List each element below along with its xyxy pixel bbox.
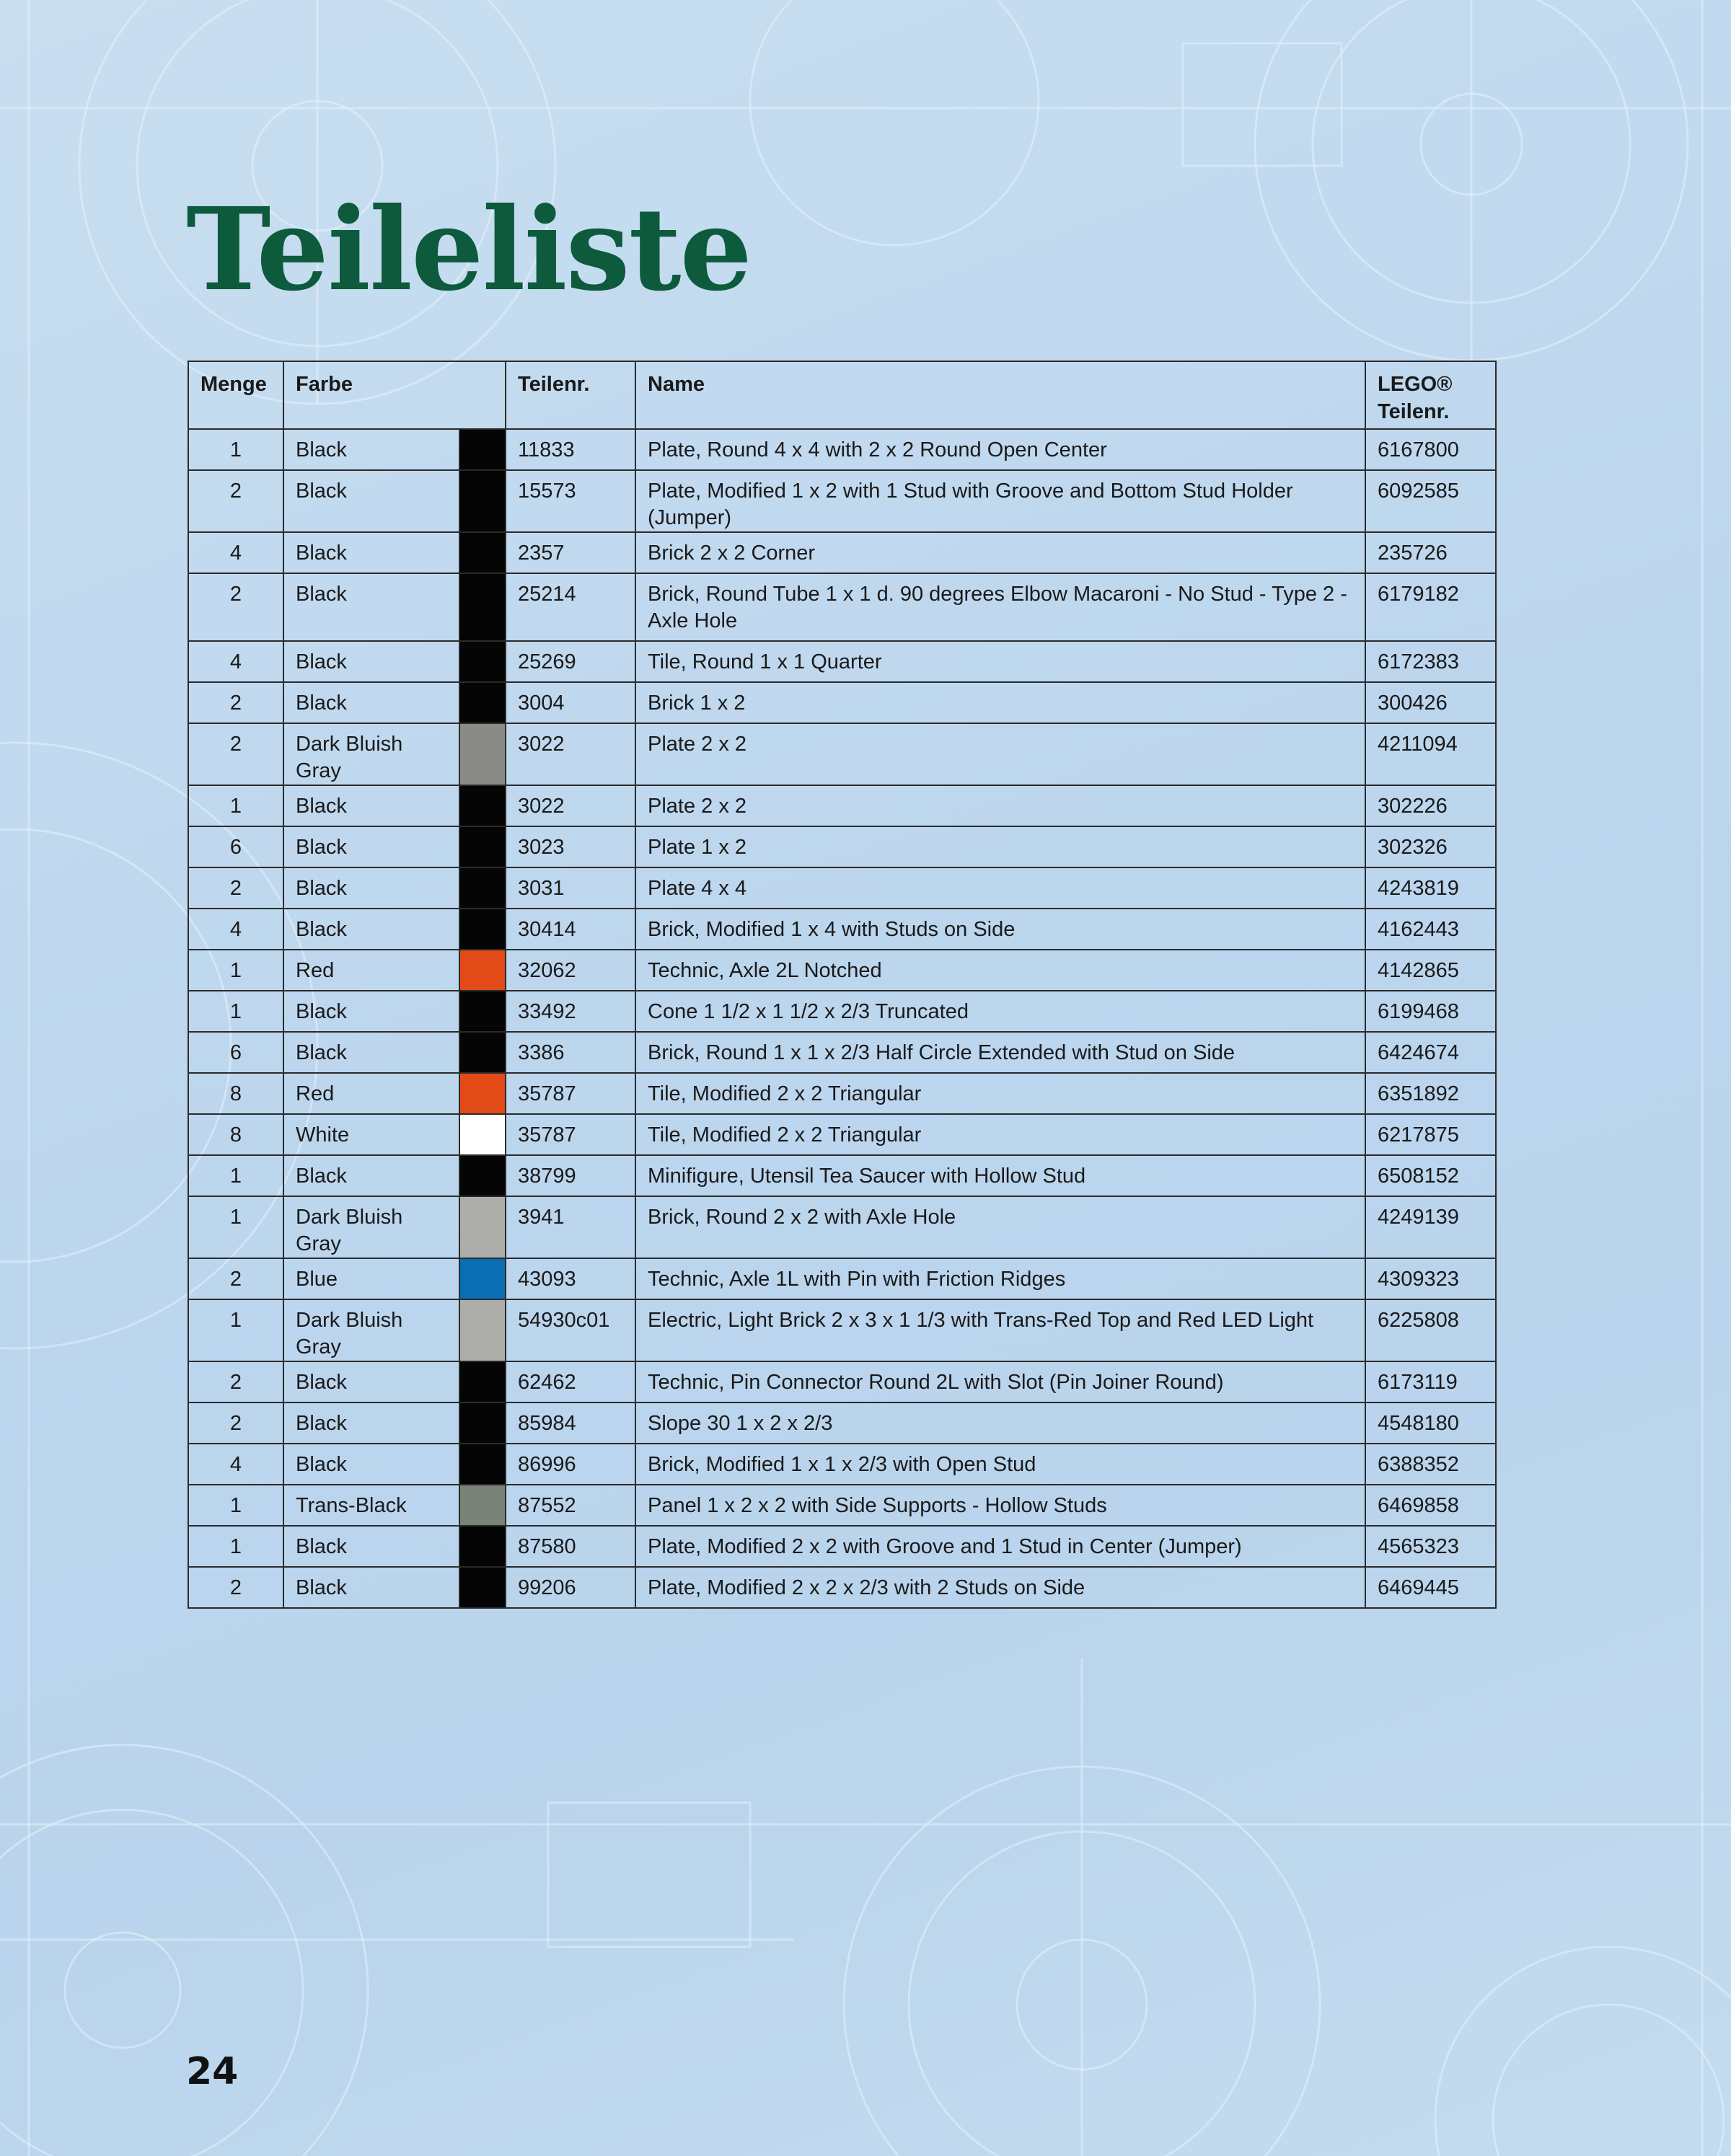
color-swatch xyxy=(459,1032,506,1073)
part-color: Black xyxy=(283,429,459,470)
table-row xyxy=(188,1444,1496,1485)
part-name: Plate, Modified 2 x 2 with Groove and 1 Stud in Center (Jumper) xyxy=(635,1526,1365,1567)
part-qty: 4 xyxy=(188,532,283,573)
color-swatch xyxy=(459,1361,506,1402)
part-qty: 2 xyxy=(188,1258,283,1299)
color-swatch xyxy=(459,1444,506,1485)
color-swatch xyxy=(459,867,506,909)
part-qty: 1 xyxy=(188,991,283,1032)
part-color: Black xyxy=(283,470,459,532)
part-qty: 4 xyxy=(188,641,283,682)
table-row xyxy=(188,573,1496,641)
part-name: Tile, Modified 2 x 2 Triangular xyxy=(635,1114,1365,1155)
part-name: Technic, Axle 2L Notched xyxy=(635,950,1365,991)
page-title: Teileliste xyxy=(186,183,752,317)
color-swatch xyxy=(459,723,506,785)
part-name: Brick, Round Tube 1 x 1 d. 90 degrees Elbow Macaroni - No Stud - Type 2 - Axle Hole xyxy=(635,573,1365,641)
lego-part-number: 6173119 xyxy=(1365,1361,1496,1402)
part-qty: 1 xyxy=(188,1299,283,1361)
part-color: Trans-Black xyxy=(283,1485,459,1526)
lego-part-number: 6469858 xyxy=(1365,1485,1496,1526)
part-number: 87580 xyxy=(506,1526,635,1567)
color-swatch xyxy=(459,429,506,470)
part-name: Plate, Modified 2 x 2 x 2/3 with 2 Studs on Side xyxy=(635,1567,1365,1608)
lego-part-number: 302226 xyxy=(1365,785,1496,826)
color-swatch xyxy=(459,1526,506,1567)
page-number: 24 xyxy=(186,2050,239,2093)
part-number: 35787 xyxy=(506,1114,635,1155)
part-name: Plate, Modified 1 x 2 with 1 Stud with Groove and Bottom Stud Holder (Jumper) xyxy=(635,470,1365,532)
color-swatch xyxy=(459,532,506,573)
lego-part-number: 4249139 xyxy=(1365,1196,1496,1258)
part-number: 35787 xyxy=(506,1073,635,1114)
lego-part-number: 4548180 xyxy=(1365,1402,1496,1444)
part-qty: 2 xyxy=(188,1402,283,1444)
color-swatch xyxy=(459,1196,506,1258)
part-qty: 6 xyxy=(188,1032,283,1073)
part-number: 3386 xyxy=(506,1032,635,1073)
part-number: 85984 xyxy=(506,1402,635,1444)
color-swatch xyxy=(459,991,506,1032)
part-name: Plate 2 x 2 xyxy=(635,723,1365,785)
color-swatch xyxy=(459,1258,506,1299)
part-qty: 2 xyxy=(188,682,283,723)
color-swatch xyxy=(459,1402,506,1444)
part-number: 3023 xyxy=(506,826,635,867)
part-number: 99206 xyxy=(506,1567,635,1608)
table-row xyxy=(188,682,1496,723)
color-swatch xyxy=(459,470,506,532)
part-qty: 2 xyxy=(188,1361,283,1402)
part-color: Black xyxy=(283,826,459,867)
part-name: Brick, Modified 1 x 1 x 2/3 with Open Stud xyxy=(635,1444,1365,1485)
part-number: 43093 xyxy=(506,1258,635,1299)
part-number: 33492 xyxy=(506,991,635,1032)
color-swatch xyxy=(459,1155,506,1196)
part-number: 3022 xyxy=(506,785,635,826)
part-number: 30414 xyxy=(506,909,635,950)
part-color: Black xyxy=(283,909,459,950)
parts-list-table xyxy=(188,361,1497,1609)
lego-part-number: 6217875 xyxy=(1365,1114,1496,1155)
part-name: Plate, Round 4 x 4 with 2 x 2 Round Open Center xyxy=(635,429,1365,470)
part-number: 87552 xyxy=(506,1485,635,1526)
color-swatch xyxy=(459,909,506,950)
table-row xyxy=(188,1485,1496,1526)
part-number: 54930c01 xyxy=(506,1299,635,1361)
part-number: 15573 xyxy=(506,470,635,532)
part-name: Tile, Modified 2 x 2 Triangular xyxy=(635,1073,1365,1114)
header-lego-no xyxy=(1365,361,1496,429)
part-color: Black xyxy=(283,1032,459,1073)
lego-part-number: 6351892 xyxy=(1365,1073,1496,1114)
part-name: Cone 1 1/2 x 1 1/2 x 2/3 Truncated xyxy=(635,991,1365,1032)
part-color: Red xyxy=(283,1073,459,1114)
part-number: 2357 xyxy=(506,532,635,573)
table-row xyxy=(188,723,1496,785)
part-qty: 6 xyxy=(188,826,283,867)
part-qty: 1 xyxy=(188,950,283,991)
table-row xyxy=(188,429,1496,470)
lego-part-number: 4243819 xyxy=(1365,867,1496,909)
table-row xyxy=(188,1155,1496,1196)
table-row xyxy=(188,991,1496,1032)
lego-part-number: 6225808 xyxy=(1365,1299,1496,1361)
table-row xyxy=(188,950,1496,991)
part-name: Brick, Round 2 x 2 with Axle Hole xyxy=(635,1196,1365,1258)
part-qty: 1 xyxy=(188,1196,283,1258)
part-name: Slope 30 1 x 2 x 2/3 xyxy=(635,1402,1365,1444)
part-qty: 2 xyxy=(188,867,283,909)
part-color: Blue xyxy=(283,1258,459,1299)
color-swatch xyxy=(459,826,506,867)
part-number: 25214 xyxy=(506,573,635,641)
part-color: Dark Bluish Gray xyxy=(283,1299,459,1361)
table-row xyxy=(188,1114,1496,1155)
part-color: Black xyxy=(283,991,459,1032)
part-color: Black xyxy=(283,1361,459,1402)
part-number: 62462 xyxy=(506,1361,635,1402)
header-color: Farbe xyxy=(283,361,506,429)
part-color: Black xyxy=(283,1444,459,1485)
lego-part-number: 6167800 xyxy=(1365,429,1496,470)
part-color: Black xyxy=(283,1567,459,1608)
color-swatch xyxy=(459,1073,506,1114)
part-qty: 4 xyxy=(188,1444,283,1485)
lego-part-number: 6469445 xyxy=(1365,1567,1496,1608)
part-color: Black xyxy=(283,1155,459,1196)
part-qty: 8 xyxy=(188,1114,283,1155)
part-qty: 1 xyxy=(188,429,283,470)
header-lego-no-line1: LEGO® xyxy=(1378,373,1453,396)
part-name: Brick, Modified 1 x 4 with Studs on Side xyxy=(635,909,1365,950)
color-swatch xyxy=(459,1485,506,1526)
table-row xyxy=(188,785,1496,826)
part-name: Minifigure, Utensil Tea Saucer with Hollow Stud xyxy=(635,1155,1365,1196)
part-color: Black xyxy=(283,573,459,641)
part-qty: 2 xyxy=(188,1567,283,1608)
lego-part-number: 302326 xyxy=(1365,826,1496,867)
table-row xyxy=(188,470,1496,532)
part-color: Black xyxy=(283,532,459,573)
part-name: Tile, Round 1 x 1 Quarter xyxy=(635,641,1365,682)
lego-part-number: 300426 xyxy=(1365,682,1496,723)
part-number: 3022 xyxy=(506,723,635,785)
part-number: 38799 xyxy=(506,1155,635,1196)
header-qty: Menge xyxy=(188,361,283,429)
header-part-no: Teilenr. xyxy=(506,361,635,429)
table-header-row xyxy=(188,361,1496,429)
color-swatch xyxy=(459,950,506,991)
lego-part-number: 6508152 xyxy=(1365,1155,1496,1196)
part-name: Electric, Light Brick 2 x 3 x 1 1/3 with Trans-Red Top and Red LED Light xyxy=(635,1299,1365,1361)
table-row xyxy=(188,909,1496,950)
table-row xyxy=(188,1073,1496,1114)
color-swatch xyxy=(459,573,506,641)
color-swatch xyxy=(459,1567,506,1608)
lego-part-number: 4162443 xyxy=(1365,909,1496,950)
part-qty: 1 xyxy=(188,1155,283,1196)
part-number: 32062 xyxy=(506,950,635,991)
part-qty: 1 xyxy=(188,1526,283,1567)
table-row xyxy=(188,1258,1496,1299)
part-name: Panel 1 x 2 x 2 with Side Supports - Hollow Studs xyxy=(635,1485,1365,1526)
table-row xyxy=(188,641,1496,682)
color-swatch xyxy=(459,785,506,826)
part-color: White xyxy=(283,1114,459,1155)
part-color: Black xyxy=(283,785,459,826)
table-row xyxy=(188,826,1496,867)
table-row xyxy=(188,1299,1496,1361)
part-color: Black xyxy=(283,682,459,723)
part-qty: 4 xyxy=(188,909,283,950)
table-row xyxy=(188,867,1496,909)
part-qty: 8 xyxy=(188,1073,283,1114)
part-color: Dark Bluish Gray xyxy=(283,723,459,785)
header-name: Name xyxy=(635,361,1365,429)
part-name: Brick 1 x 2 xyxy=(635,682,1365,723)
part-number: 3941 xyxy=(506,1196,635,1258)
part-color: Black xyxy=(283,1402,459,1444)
part-color: Black xyxy=(283,641,459,682)
part-qty: 2 xyxy=(188,573,283,641)
table-row xyxy=(188,1526,1496,1567)
table-row xyxy=(188,1567,1496,1608)
parts-list-body xyxy=(188,429,1496,1608)
part-color: Black xyxy=(283,867,459,909)
color-swatch xyxy=(459,682,506,723)
lego-part-number: 6092585 xyxy=(1365,470,1496,532)
part-color: Dark Bluish Gray xyxy=(283,1196,459,1258)
color-swatch xyxy=(459,1299,506,1361)
lego-part-number: 4309323 xyxy=(1365,1258,1496,1299)
part-number: 25269 xyxy=(506,641,635,682)
header-lego-no-line2: Teilenr. xyxy=(1378,400,1450,423)
lego-part-number: 235726 xyxy=(1365,532,1496,573)
lego-part-number: 4211094 xyxy=(1365,723,1496,785)
part-qty: 2 xyxy=(188,470,283,532)
part-qty: 1 xyxy=(188,785,283,826)
part-name: Brick 2 x 2 Corner xyxy=(635,532,1365,573)
part-number: 3031 xyxy=(506,867,635,909)
part-name: Plate 2 x 2 xyxy=(635,785,1365,826)
part-qty: 1 xyxy=(188,1485,283,1526)
part-name: Plate 1 x 2 xyxy=(635,826,1365,867)
part-color: Red xyxy=(283,950,459,991)
lego-part-number: 6424674 xyxy=(1365,1032,1496,1073)
part-name: Technic, Pin Connector Round 2L with Slot (Pin Joiner Round) xyxy=(635,1361,1365,1402)
color-swatch xyxy=(459,641,506,682)
table-row xyxy=(188,1196,1496,1258)
table-row xyxy=(188,1361,1496,1402)
part-name: Technic, Axle 1L with Pin with Friction Ridges xyxy=(635,1258,1365,1299)
part-qty: 2 xyxy=(188,723,283,785)
table-row xyxy=(188,532,1496,573)
part-number: 3004 xyxy=(506,682,635,723)
color-swatch xyxy=(459,1114,506,1155)
lego-part-number: 4565323 xyxy=(1365,1526,1496,1567)
table-row xyxy=(188,1032,1496,1073)
lego-part-number: 4142865 xyxy=(1365,950,1496,991)
lego-part-number: 6172383 xyxy=(1365,641,1496,682)
table-row xyxy=(188,1402,1496,1444)
part-name: Brick, Round 1 x 1 x 2/3 Half Circle Extended with Stud on Side xyxy=(635,1032,1365,1073)
part-number: 86996 xyxy=(506,1444,635,1485)
part-number: 11833 xyxy=(506,429,635,470)
lego-part-number: 6388352 xyxy=(1365,1444,1496,1485)
lego-part-number: 6199468 xyxy=(1365,991,1496,1032)
part-name: Plate 4 x 4 xyxy=(635,867,1365,909)
part-color: Black xyxy=(283,1526,459,1567)
lego-part-number: 6179182 xyxy=(1365,573,1496,641)
